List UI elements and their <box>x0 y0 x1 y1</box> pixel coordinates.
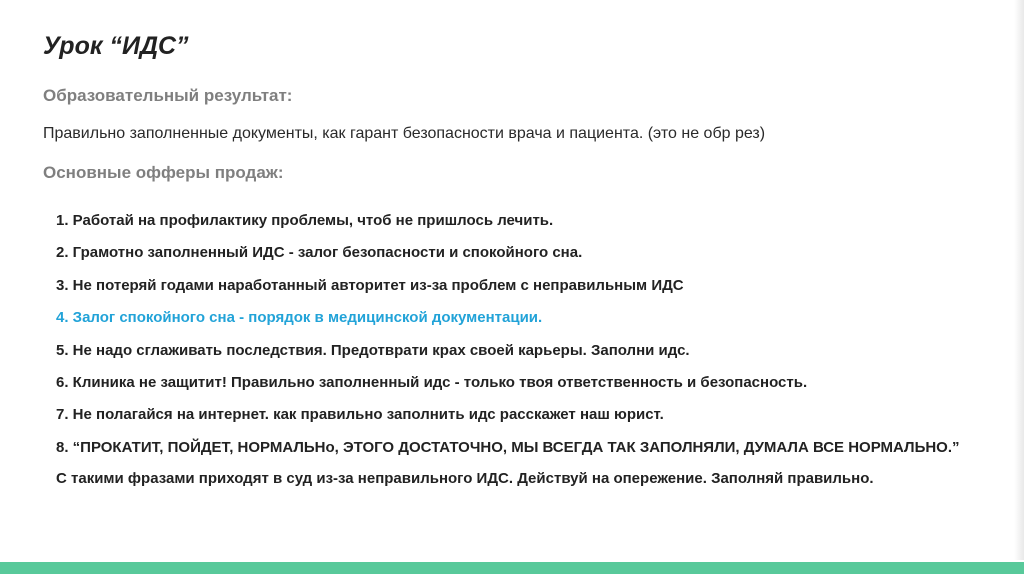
offer-item: 1. Работай на профилактику проблемы, чтоб не пришлось лечить. <box>56 212 554 229</box>
offer-item: 7. Не полагайся на интернет. как правильно заполнить идс расскажет наш юрист. <box>56 406 664 424</box>
offer-item: 3. Не потеряй годами наработанный авторитет из-за проблем с неправильным ИДС <box>56 276 684 294</box>
offers-list <box>56 205 976 495</box>
result-heading: Образовательный результат: <box>43 86 293 105</box>
offer-item: 8. “ПРОКАТИТ, ПОЙДЕТ, НОРМАЛЬНо, ЭТОГО ДОСТАТОЧНО, МЫ ВСЕГДА ТАК ЗАПОЛНЯЛИ, ДУМАЛА ВСЕ НОРМАЛЬНО.” <box>56 438 960 456</box>
offer-item: С такими фразами приходят в суд из-за неправильного ИДС. Действуй на опережение. Заполняй правильно. <box>56 469 874 487</box>
offer-item: 4. Залог спокойного сна - порядок в медицинской документации. <box>56 309 543 327</box>
offer-item: 2. Грамотно заполненный ИДС - залог безопасности и спокойного сна. <box>56 244 583 262</box>
offer-item: 5. Не надо сглаживать последствия. Предотврати крах своей карьеры. Заполни идс. <box>56 341 690 359</box>
offers-heading: Основные офферы продаж: <box>43 163 284 182</box>
offer-item: 6. Клиника не защитит! Правильно заполненный идс - только твоя ответственность и безопасность. <box>56 374 808 392</box>
slide-right-edge-shadow <box>1014 0 1024 560</box>
result-text: Правильно заполненные документы, как гарант безопасности врача и пациента. (это не обр рез) <box>43 125 766 142</box>
slide-title: Урок “ИДС” <box>43 32 189 60</box>
bottom-accent-bar <box>0 562 1024 574</box>
